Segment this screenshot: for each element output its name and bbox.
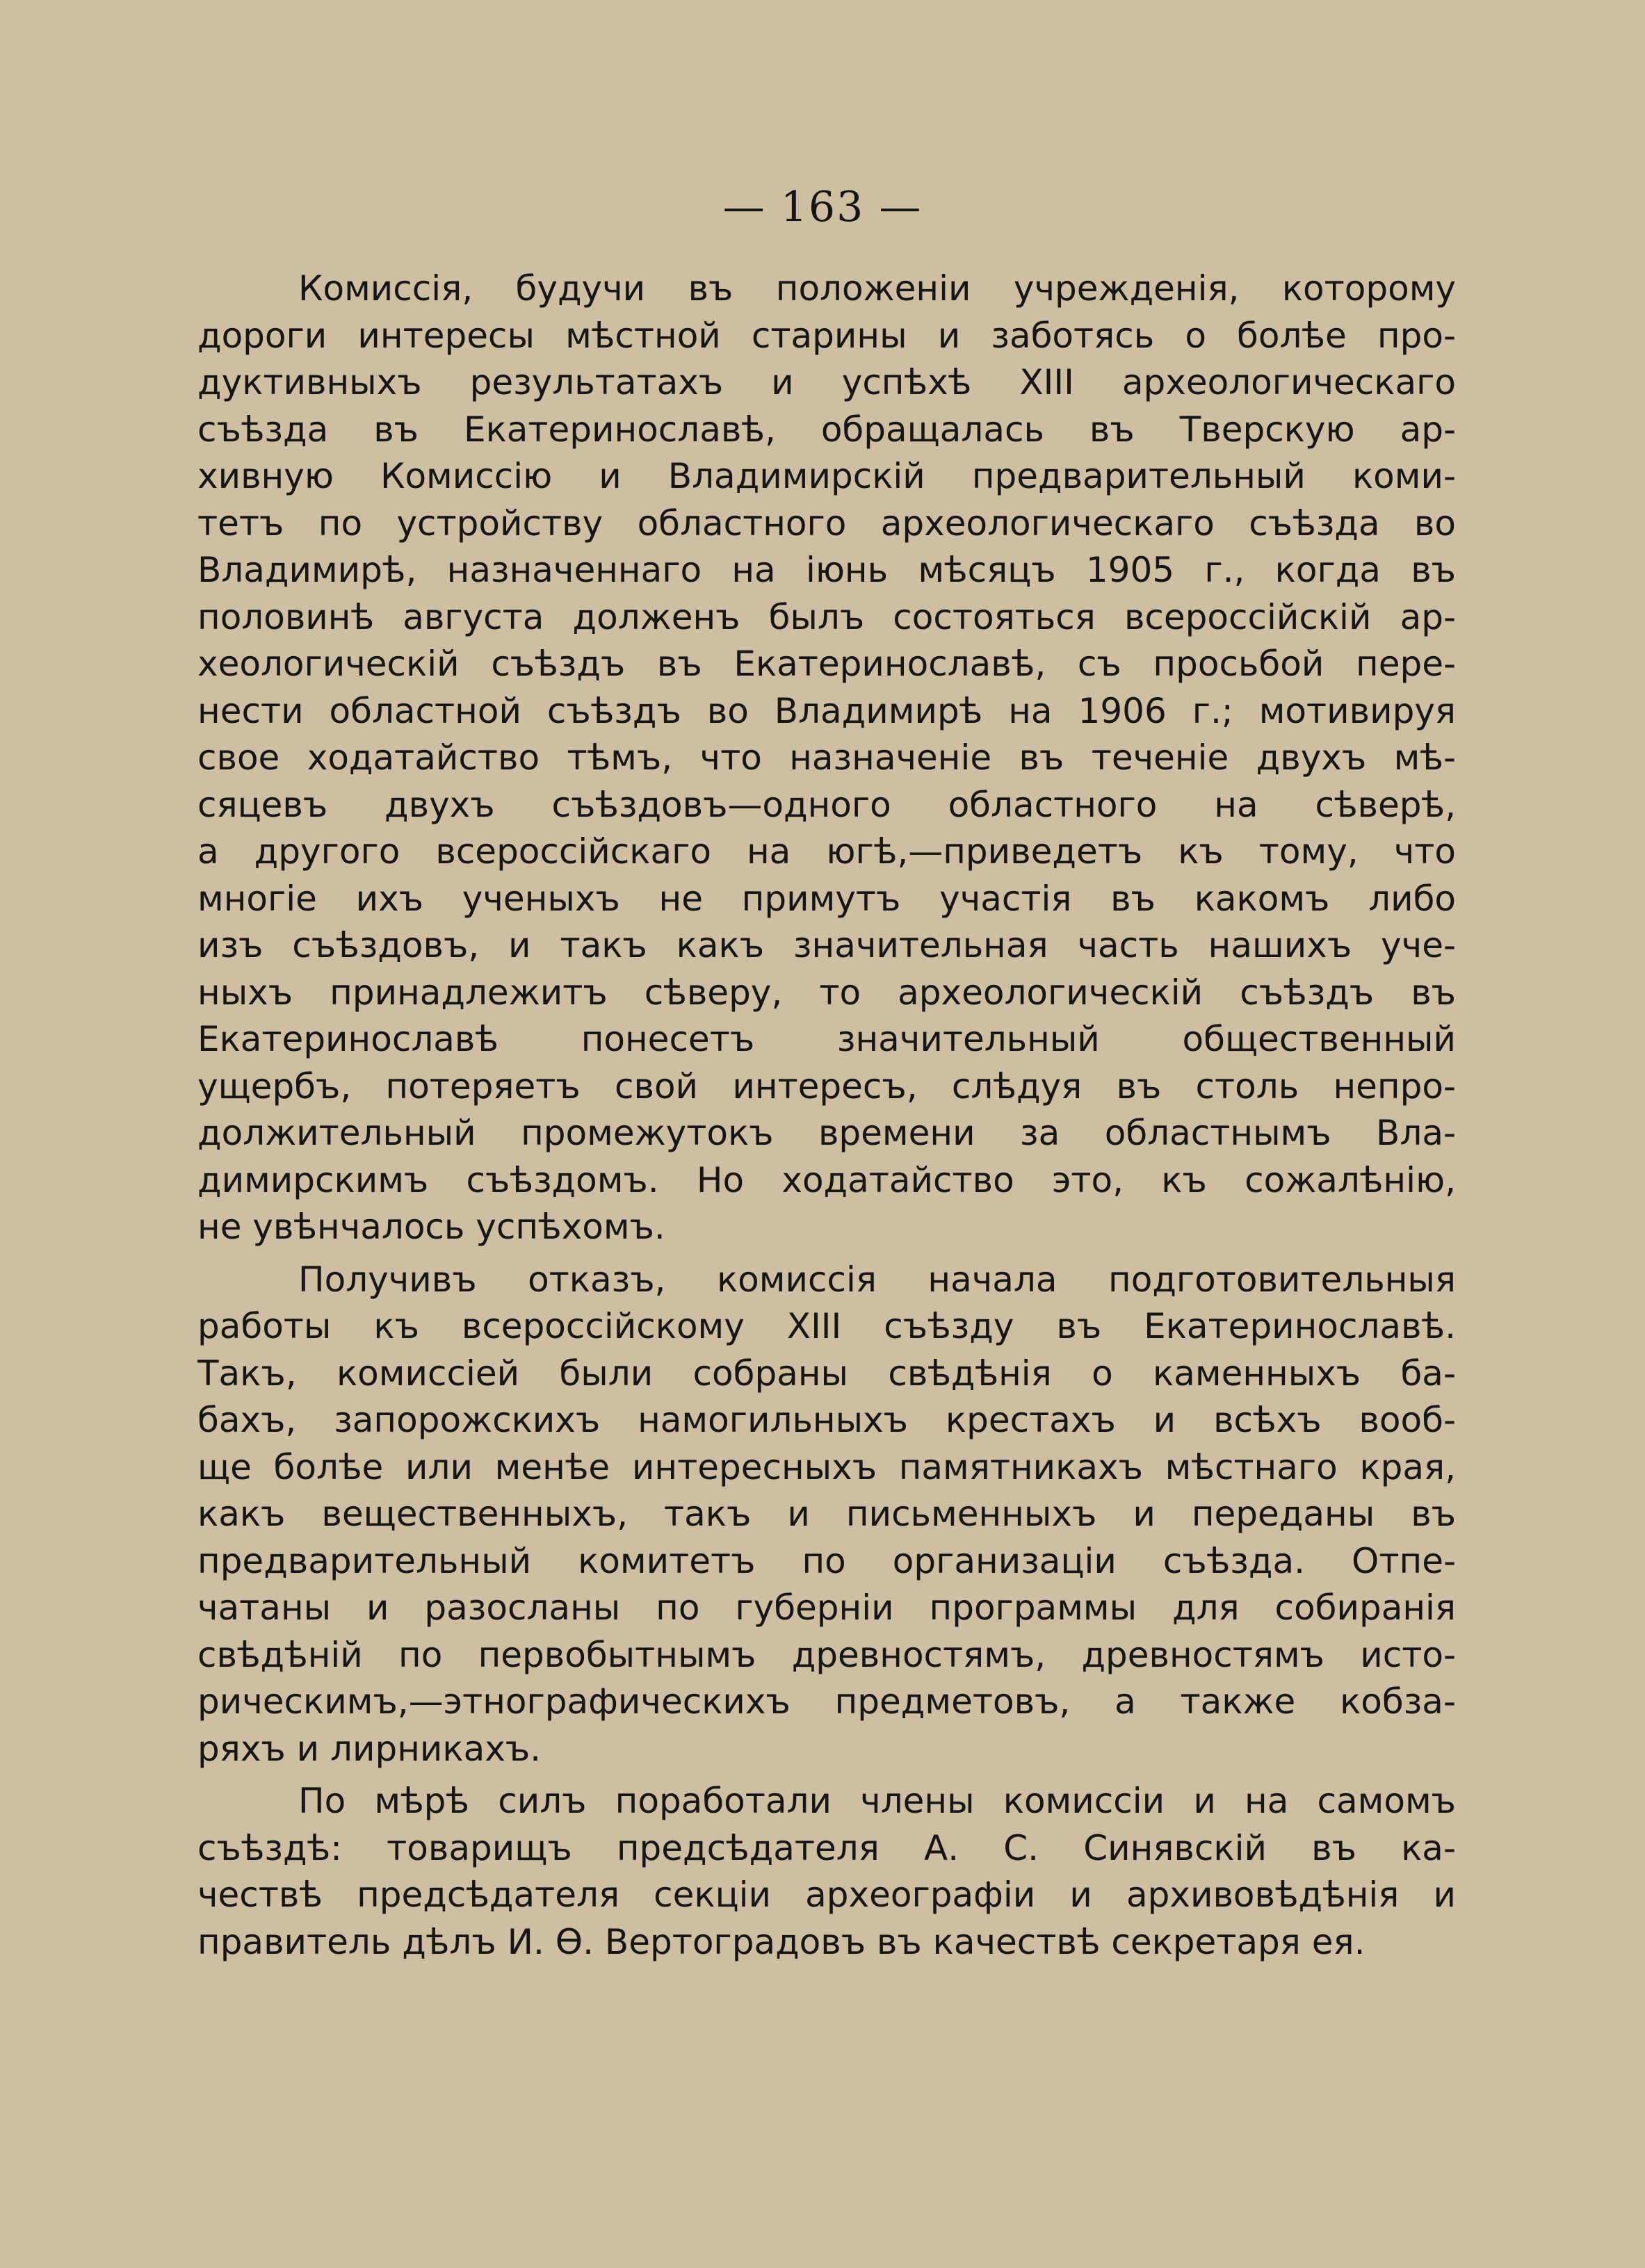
text-line: ще болѣе или менѣе интересныхъ памятникахъ мѣстнаго края,: [197, 1446, 1456, 1487]
text-line: Получивъ отказъ, комиссія начала подготовительныя: [298, 1259, 1456, 1300]
text-line: работы къ всероссійскому XIII съѣзду въ Екатеринославѣ.: [197, 1306, 1456, 1346]
text-line: хивную Комиссію и Владимирскій предварительный коми-: [197, 456, 1456, 496]
text-line: чатаны и разосланы по губерніи программы для собиранія: [197, 1588, 1456, 1628]
text-line: рическимъ,—этнографическихъ предметовъ, а также кобза-: [197, 1681, 1456, 1722]
text-line: многіе ихъ ученыхъ не примутъ участія въ какомъ либо: [197, 878, 1456, 919]
text-line: чествѣ предсѣдателя секціи археографіи и архивовѣдѣнія и: [197, 1875, 1456, 1915]
text-line: дороги интересы мѣстной старины и заботясь о болѣе про-: [197, 315, 1456, 356]
text-line: Екатеринославѣ понесетъ значительный общественный: [197, 1019, 1456, 1059]
text-line: свѣдѣній по первобытнымъ древностямъ, древностямъ исто-: [197, 1634, 1456, 1675]
text-line: какъ вещественныхъ, такъ и письменныхъ и переданы въ: [197, 1494, 1456, 1534]
paragraph-gap: [197, 1772, 1456, 1778]
text-line: предварительный комитетъ по организаціи съѣзда. Отпе-: [197, 1540, 1456, 1581]
text-line: димирскимъ съѣздомъ. Но ходатайство это, къ сожалѣнію,: [197, 1159, 1456, 1200]
text-line: свое ходатайство тѣмъ, что назначеніе въ теченіе двухъ мѣ-: [197, 737, 1456, 778]
text-line: По мѣрѣ силъ поработали члены комиссіи и на самомъ: [298, 1781, 1456, 1821]
text-line: половинѣ августа долженъ былъ состояться всероссійскій ар-: [197, 596, 1456, 637]
paragraph: [197, 1778, 1456, 1966]
paragraph: [197, 266, 1456, 1251]
text-line: должительный промежутокъ времени за областнымъ Вла-: [197, 1113, 1456, 1153]
text-line: ущербъ, потеряетъ свой интересъ, слѣдуя въ столь непро-: [197, 1066, 1456, 1107]
text-line: ряхъ и лирникахъ.: [197, 1728, 542, 1769]
body-text: [197, 266, 1456, 1966]
paragraph-gap: [197, 1251, 1456, 1257]
text-line: бахъ, запорожскихъ намогильныхъ крестахъ и всѣхъ вооб-: [197, 1400, 1456, 1440]
paragraph: [197, 1257, 1456, 1773]
text-line: Комиссія, будучи въ положеніи учрежденія, которому: [298, 268, 1456, 309]
text-line: Такъ, комиссіей были собраны свѣдѣнія о каменныхъ ба-: [197, 1353, 1456, 1394]
text-line: хеологическій съѣздъ въ Екатеринославѣ, съ просьбой пере-: [197, 644, 1456, 684]
text-line: съѣздѣ: товарищъ предсѣдателя А. С. Синявскій въ ка-: [197, 1827, 1456, 1868]
text-line: правитель дѣлъ И. Ѳ. Вертоградовъ въ качествѣ секретаря ея.: [197, 1921, 1366, 1962]
text-line: тетъ по устройству областного археологическаго съѣзда во: [197, 503, 1456, 544]
text-line: ныхъ принадлежитъ сѣверу, то археологическій съѣздъ въ: [197, 972, 1456, 1013]
text-line: съѣзда въ Екатеринославѣ, обращалась въ Тверскую ар-: [197, 409, 1456, 450]
text-line: а другого всероссійскаго на югѣ,—приведетъ къ тому, что: [197, 831, 1456, 872]
text-line: дуктивныхъ результатахъ и успѣхѣ XIII археологическаго: [197, 362, 1456, 402]
text-line: изъ съѣздовъ, и такъ какъ значительная часть нашихъ уче-: [197, 925, 1456, 965]
text-line: не увѣнчалось успѣхомъ.: [197, 1207, 665, 1247]
page-number: — 163 —: [722, 183, 923, 231]
text-line: сяцевъ двухъ съѣздовъ—одного областного на сѣверѣ,: [197, 784, 1456, 825]
text-line: Владимирѣ, назначеннаго на іюнь мѣсяцъ 1905 г., когда въ: [197, 550, 1456, 590]
text-line: нести областной съѣздъ во Владимирѣ на 1906 г.; мотивируя: [197, 690, 1456, 731]
